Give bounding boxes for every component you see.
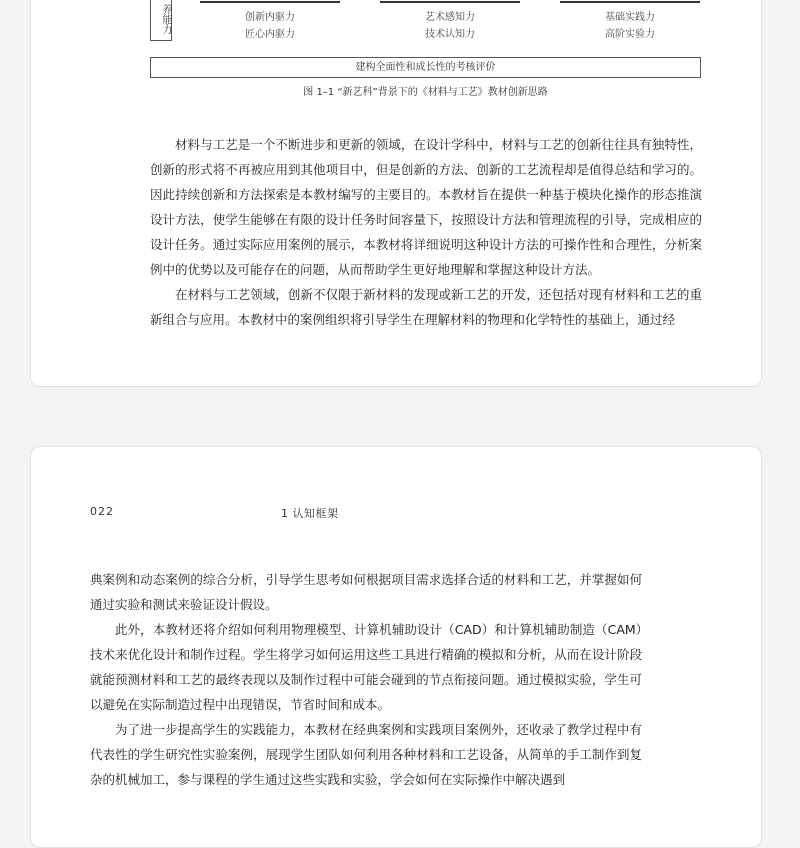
figure-column-bar: [380, 1, 520, 3]
page2-body-text: [90, 567, 642, 792]
running-title: 1 认知框架: [281, 507, 339, 520]
figure-column-2-line-2: 技术认知力: [425, 29, 475, 40]
figure-column-bar: [200, 1, 340, 3]
figure-vertical-label: 养能力: [150, 0, 172, 41]
paragraph: 为了进一步提高学生的实践能力，本教材在经典案例和实践项目案例外，还收录了教学过程中有代表性的学生研究性实验案例，展现学生团队如何利用各种材料和工艺设备，从简单的手工制作到复杂的机械加工，参与课程的学生通过这些实践和实验，学会如何在实际操作中解决遇到: [90, 722, 642, 787]
figure-column-1-line-2: 匠心内驱力: [245, 29, 295, 40]
document-page-2: [30, 446, 762, 848]
page1-body-text: [150, 132, 702, 332]
figure-column-3-line-1: 基础实践力: [605, 12, 655, 23]
page-number: 022: [90, 505, 114, 518]
figure-column-1-line-1: 创新内驱力: [245, 12, 295, 23]
figure-column-3: [560, 9, 700, 43]
figure-column-2: [380, 9, 520, 43]
figure-column-3-line-2: 高阶实验力: [605, 29, 655, 40]
figure-column-bar: [560, 1, 700, 3]
figure-bottom-box: 建构全面性和成长性的考核评价: [150, 57, 701, 78]
document-page-1: [30, 0, 762, 387]
paragraph: 在材料与工艺领域，创新不仅限于新材料的发现或新工艺的开发，还包括对现有材料和工艺的重新组合与应用。本教材中的案例组织将引导学生在理解材料的物理和化学特性的基础上，通过经: [150, 287, 702, 327]
paragraph: 典案例和动态案例的综合分析，引导学生思考如何根据项目需求选择合适的材料和工艺，并掌握如何通过实验和测试来验证设计假设。: [90, 572, 642, 612]
paragraph: 材料与工艺是一个不断进步和更新的领域，在设计学科中，材料与工艺的创新往往具有独特性，创新的形式将不再被应用到其他项目中，但是创新的方法、创新的工艺流程却是值得总结和学习的。因此持续创新和方法探索是本教材编写的主要目的。本教材旨在提供一种基于模块化操作的形态推演设计方法，使学生能够在有限的设计任务时间容量下，按照设计方法和管理流程的引导，完成相应的设计任务。通过实际应用案例的展示，本教材将详细说明这种设计方法的可操作性和合理性，分析案例中的优势以及可能存在的问题，从而帮助学生更好地理解和掌握这种设计方法。: [150, 137, 702, 277]
figure-column-1: [200, 9, 340, 43]
paragraph: 此外，本教材还将介绍如何利用物理模型、计算机辅助设计（CAD）和计算机辅助制造（CAM）技术来优化设计和制作过程。学生将学习如何运用这些工具进行精确的模拟和分析，从而在设计阶段就能预测材料和工艺的最终表现以及制作过程中可能会碰到的节点衔接问题。通过模拟实验，学生可以避免在实际制造过程中出现错误，节省时间和成本。: [90, 622, 642, 712]
figure-column-2-line-1: 艺术感知力: [425, 12, 475, 23]
figure-caption: 图 1–1 “新艺科”背景下的《材料与工艺》教材创新思路: [303, 87, 548, 98]
